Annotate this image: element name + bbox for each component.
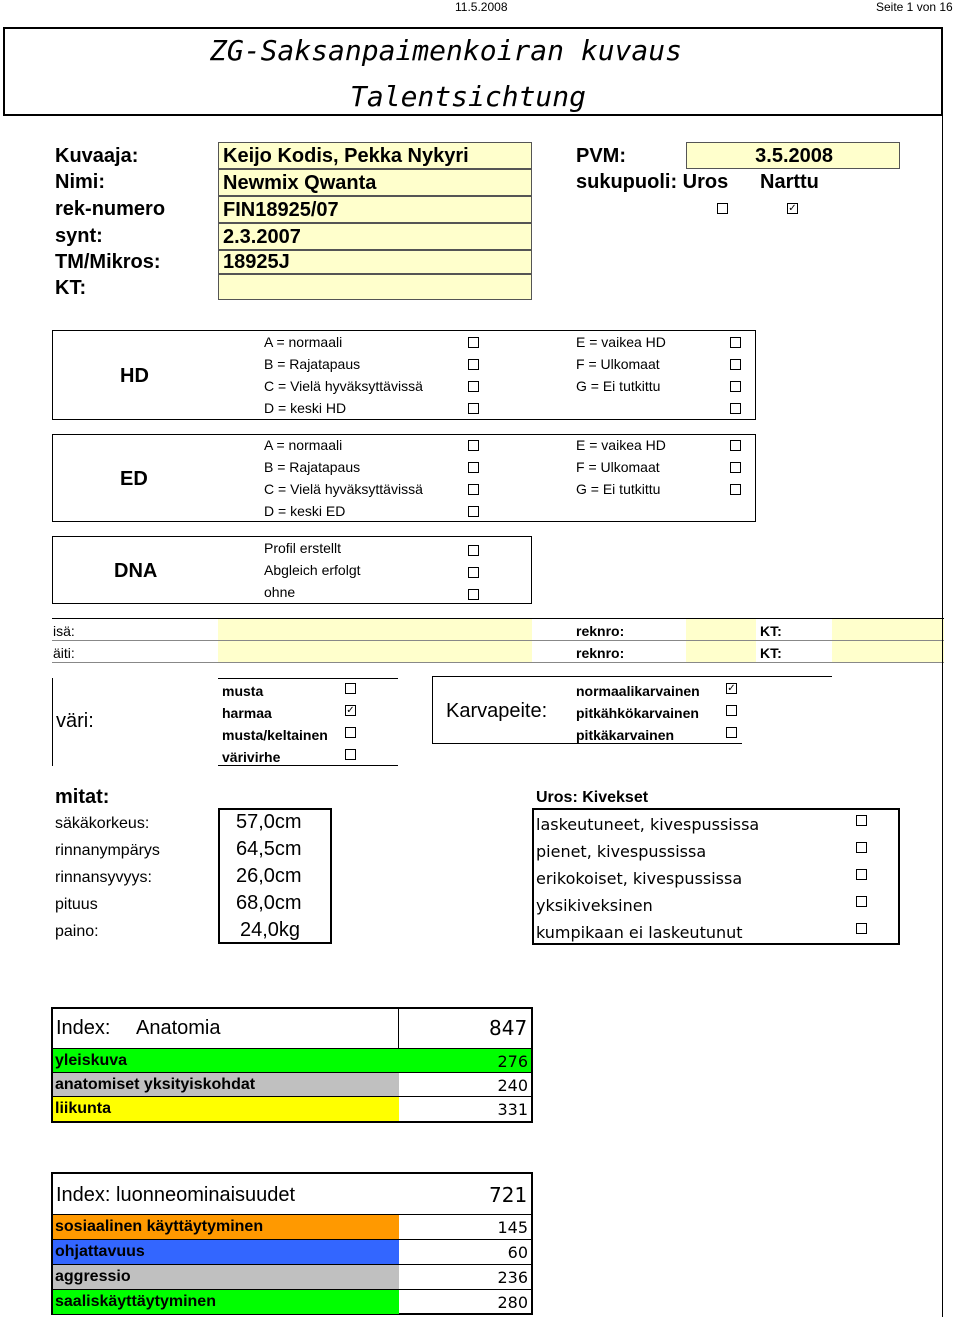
ed-f-checkbox[interactable] [730, 462, 741, 473]
vari-harmaa-checkbox[interactable]: ✓ [346, 705, 355, 716]
ed-option-e: E = vaikea HD [576, 437, 666, 453]
synt-field[interactable]: 2.3.2007 [218, 223, 532, 250]
mitat-rinnansyvyys-value[interactable]: 26,0cm [236, 865, 302, 887]
ed-option-b: B = Rajatapaus [264, 459, 361, 475]
kivekset-option-kumpikaan: kumpikaan ei laskeutunut [536, 923, 743, 942]
kuvaaja-label: Kuvaaja: [55, 145, 139, 167]
ed-d-checkbox[interactable] [468, 506, 479, 517]
hd-b-checkbox[interactable] [468, 359, 479, 370]
ed-label: ED [120, 468, 148, 490]
page-subtitle: Talentsichtung [350, 80, 587, 113]
dna-label: DNA [114, 560, 158, 582]
vari-option-harmaa: harmaa [222, 705, 272, 721]
aiti-kt-field[interactable] [832, 641, 944, 662]
kivekset-option-yksikiveksinen: yksikiveksinen [536, 896, 653, 915]
ed-e-checkbox[interactable] [730, 440, 741, 451]
hd-option-f: F = Ulkomaat [576, 356, 660, 372]
index-row-label: yleiskuva [55, 1052, 128, 1069]
kivekset-kumpikaan-checkbox[interactable] [856, 923, 867, 934]
dna-profil-checkbox[interactable] [468, 545, 479, 556]
vari-option-varivirhe: värivirhe [222, 749, 281, 765]
isa-reknro-label: reknro: [576, 623, 625, 639]
mitat-rinnanymparys-value[interactable]: 64,5cm [236, 838, 302, 860]
hd-option-a: A = normaali [264, 334, 343, 350]
nimi-field[interactable]: Newmix Qwanta [218, 169, 532, 196]
index-luonne-row [53, 1240, 531, 1265]
dna-option-ohne: ohne [264, 584, 296, 600]
isa-kt-label: KT: [760, 623, 782, 639]
kuvaaja-field[interactable]: Keijo Kodis, Pekka Nykyri [218, 142, 532, 169]
ed-g-checkbox[interactable] [730, 484, 741, 495]
kivekset-erikokoiset-checkbox[interactable] [856, 869, 867, 880]
mitat-paino-value[interactable]: 24,0kg [240, 919, 301, 941]
index-luonne-row [53, 1290, 531, 1314]
print-date: 11.5.2008 [455, 0, 508, 14]
ed-option-g: G = Ei tutkittu [576, 481, 661, 497]
rek-field[interactable]: FIN18925/07 [218, 196, 532, 223]
kt-field[interactable] [218, 274, 532, 300]
vari-option-musta-keltainen: musta/keltainen [222, 727, 328, 743]
karva-normaali-checkbox[interactable]: ✓ [727, 683, 736, 694]
kivekset-laskeutuneet-checkbox[interactable] [856, 815, 867, 826]
divider [218, 765, 398, 766]
pvm-label: PVM: [576, 145, 626, 167]
index-luonne-title: Index: luonneominaisuudet [56, 1184, 296, 1206]
aiti-kt-label: KT: [760, 645, 782, 661]
synt-label: synt: [55, 225, 103, 247]
divider [398, 1009, 399, 1049]
hd-option-d: D = keski HD [264, 400, 347, 416]
dna-ohne-checkbox[interactable] [468, 589, 479, 600]
hd-c-checkbox[interactable] [468, 381, 479, 392]
hd-label: HD [120, 365, 149, 387]
index-anatomia-row [53, 1097, 531, 1121]
index-row-label: sosiaalinen käyttäytyminen [55, 1218, 264, 1235]
hd-option-e: E = vaikea HD [576, 334, 666, 350]
index-row-label: aggressio [55, 1268, 131, 1285]
mitat-pituus-value[interactable]: 68,0cm [236, 892, 302, 914]
index-row-value: 276 [497, 1052, 528, 1071]
index-anatomia-row [53, 1049, 531, 1073]
ed-option-d: D = keski ED [264, 503, 346, 519]
kivekset-option-laskeutuneet: laskeutuneet, kivespussissa [536, 815, 760, 834]
karva-pitkahko-checkbox[interactable] [726, 705, 737, 716]
narttu-checkbox[interactable]: ✓ [788, 203, 797, 214]
rek-label: rek-numero [55, 198, 166, 220]
aiti-field[interactable] [218, 641, 532, 662]
index-row-value: 236 [497, 1268, 528, 1287]
ed-c-checkbox[interactable] [468, 484, 479, 495]
index-anatomia-title: Index: [56, 1017, 111, 1039]
dna-option-abgleich: Abgleich erfolgt [264, 562, 361, 578]
kivekset-label: Uros: Kivekset [536, 789, 649, 806]
mitat-label: mitat: [55, 786, 110, 808]
vari-varivirhe-checkbox[interactable] [345, 749, 356, 760]
ed-a-checkbox[interactable] [468, 440, 479, 451]
divider [432, 676, 433, 744]
index-anatomia-row [53, 1073, 531, 1097]
nimi-label: Nimi: [55, 171, 105, 193]
hd-option-c: C = Vielä hyväksyttävissä [264, 378, 423, 394]
mitat-pituus-label: pituus [55, 896, 98, 913]
mitat-paino-label: paino: [55, 923, 99, 940]
divider [432, 743, 742, 744]
kivekset-pienet-checkbox[interactable] [856, 842, 867, 853]
hd-e-checkbox[interactable] [730, 337, 741, 348]
isa-reknro-field[interactable] [686, 619, 756, 640]
index-row-value: 331 [497, 1100, 528, 1119]
kivekset-option-pienet: pienet, kivespussissa [536, 842, 707, 861]
index-row-label: ohjattavuus [55, 1243, 145, 1260]
index-anatomia-total: 847 [489, 1016, 528, 1040]
uros-checkbox[interactable] [717, 203, 728, 214]
sukupuoli-label: sukupuoli: Uros [576, 171, 729, 193]
karva-option-normaali: normaalikarvainen [576, 683, 700, 699]
mitat-sakakorkeus-label: säkäkorkeus: [55, 815, 150, 832]
index-row-value: 240 [497, 1076, 528, 1095]
hd-extra-checkbox[interactable] [730, 403, 741, 414]
index-row-value: 60 [507, 1243, 528, 1262]
vari-musta-keltainen-checkbox[interactable] [345, 727, 356, 738]
index-luonne-total: 721 [489, 1183, 528, 1207]
karva-option-pitka: pitkäkarvainen [576, 727, 675, 743]
divider [52, 662, 944, 663]
karva-option-pitkahko: pitkähkökarvainen [576, 705, 699, 721]
divider [218, 678, 398, 679]
index-anatomia-subtitle: Anatomia [136, 1017, 221, 1039]
index-row-label: saaliskäyttäytyminen [55, 1293, 216, 1310]
index-row-value: 280 [497, 1293, 528, 1312]
index-row-value: 145 [497, 1218, 528, 1237]
vari-option-musta: musta [222, 683, 264, 699]
isa-field[interactable] [218, 619, 532, 640]
kivekset-option-erikokoiset: erikokoiset, kivespussissa [536, 869, 743, 888]
dna-abgleich-checkbox[interactable] [468, 567, 479, 578]
mitat-sakakorkeus-value[interactable]: 57,0cm [236, 811, 302, 833]
isa-kt-field[interactable] [832, 619, 944, 640]
aiti-reknro-label: reknro: [576, 645, 625, 661]
index-luonne-row [53, 1215, 531, 1240]
narttu-label: Narttu [760, 171, 819, 193]
hd-f-checkbox[interactable] [730, 359, 741, 370]
page-number: Seite 1 von 16 [876, 0, 953, 14]
index-luonne-row [53, 1265, 531, 1290]
pvm-field[interactable]: 3.5.2008 [686, 142, 900, 169]
mitat-rinnanymparys-label: rinnanympärys [55, 842, 160, 859]
ed-b-checkbox[interactable] [468, 462, 479, 473]
isa-label: isä: [53, 623, 75, 639]
aiti-label: äiti: [53, 645, 75, 661]
divider [52, 678, 53, 766]
karvapeite-label: Karvapeite: [446, 700, 548, 722]
dna-option-profil: Profil erstellt [264, 540, 342, 556]
karva-pitka-checkbox[interactable] [726, 727, 737, 738]
hd-d-checkbox[interactable] [468, 403, 479, 414]
hd-option-g: G = Ei tutkittu [576, 378, 661, 394]
aiti-reknro-field[interactable] [686, 641, 756, 662]
vari-musta-checkbox[interactable] [345, 683, 356, 694]
tm-field[interactable]: 18925J [218, 250, 532, 274]
ed-option-c: C = Vielä hyväksyttävissä [264, 481, 423, 497]
page-title: ZG-Saksanpaimenkoiran kuvaus [210, 34, 683, 67]
hd-g-checkbox[interactable] [730, 381, 741, 392]
mitat-rinnansyvyys-label: rinnansyvyys: [55, 869, 152, 886]
hd-option-b: B = Rajatapaus [264, 356, 361, 372]
ed-option-f: F = Ulkomaat [576, 459, 660, 475]
tm-label: TM/Mikros: [55, 251, 161, 273]
index-row-label: liikunta [55, 1100, 112, 1117]
kt-label: KT: [55, 277, 87, 299]
divider [432, 676, 832, 677]
kivekset-yksikiveksinen-checkbox[interactable] [856, 896, 867, 907]
hd-a-checkbox[interactable] [468, 337, 479, 348]
page-border [942, 116, 943, 1317]
vari-label: väri: [56, 710, 94, 732]
index-row-label: anatomiset yksityiskohdat [55, 1076, 256, 1093]
ed-option-a: A = normaali [264, 437, 343, 453]
